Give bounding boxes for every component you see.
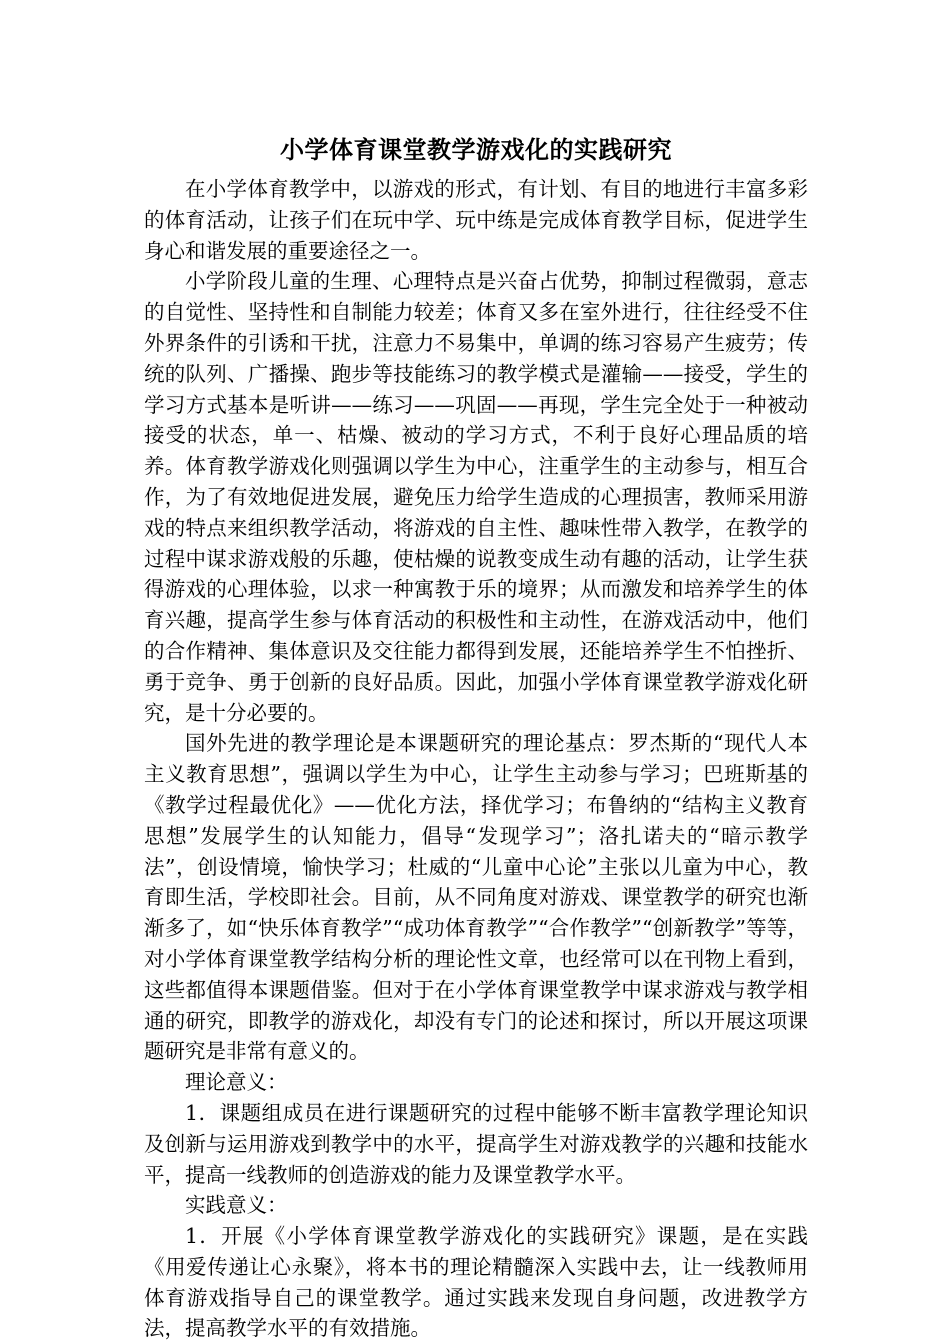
theory-significance-item: 1．课题组成员在进行课题研究的过程中能够不断丰富教学理论知识及创新与运用游戏到教学中的水平，提高学生对游戏教学的兴趣和技能水平，提高一线教师的创造游戏的能力及课堂教学水平。 (144, 1100, 808, 1187)
background-paragraph: 小学阶段儿童的生理、心理特点是兴奋占优势，抑制过程微弱，意志的自觉性、坚持性和自制能力较差；体育又多在室外进行，往往经受不住外界条件的引诱和干扰，注意力不易集中，单调的练习容易产生疲劳；传统的队列、广播操、跑步等技能练习的教学模式是灌输——接受，学生的学习方式基本是听讲——练习——巩固——再现，学生完全处于一种被动接受的状态，单一、枯燥、被动的学习方式，不利于良好心理品质的培养。体育教学游戏化则强调以学生为中心，注重学生的主动参与，相互合作，为了有效地促进发展，避免压力给学生造成的心理损害，教师采用游戏的特点来组织教学活动，将游戏的自主性、趣味性带入教学，在教学的过程中谋求游戏般的乐趣，使枯燥的说教变成生动有趣的活动，让学生获得游戏的心理体验，以求一种寓教于乐的境界；从而激发和培养学生的体育兴趣，提高学生参与体育活动的积极性和主动性，在游戏活动中，他们的合作精神、集体意识及交往能力都得到发展，还能培养学生不怕挫折、勇于竞争、勇于创新的良好品质。因此，加强小学体育课堂教学游戏化研究，是十分必要的。 (144, 269, 808, 725)
intro-paragraph: 在小学体育教学中，以游戏的形式，有计划、有目的地进行丰富多彩的体育活动，让孩子们在玩中学、玩中练是完成体育教学目标，促进学生身心和谐发展的重要途径之一。 (144, 177, 808, 263)
document-page (144, 130, 808, 1344)
practice-significance-item: 1．开展《小学体育课堂教学游戏化的实践研究》课题，是在实践《用爱传递让心永聚》，将本书的理论精髓深入实践中去，让一线教师用体育游戏指导自己的课堂教学。通过实践来发现自身问题，改进教学方法，提高教学水平的有效措施。 (144, 1224, 808, 1341)
theory-basis-paragraph: 国外先进的教学理论是本课题研究的理论基点：罗杰斯的“现代人本主义教育思想”，强调以学生为中心，让学生主动参与学习；巴班斯基的《教学过程最优化》——优化方法，择优学习；布鲁纳的“结构主义教育思想”发展学生的认知能力，倡导“发现学习”；洛扎诺夫的“暗示教学法”，创设情境，愉快学习；杜威的“儿童中心论”主张以儿童为中心，教育即生活，学校即社会。目前，从不同角度对游戏、课堂教学的研究也渐渐多了，如“快乐体育教学”“成功体育教学”“合作教学”“创新教学”等等，对小学体育课堂教学结构分析的理论性文章，也经常可以在刊物上看到，这些都值得本课题借鉴。但对于在小学体育课堂教学中谋求游戏与教学相通的研究，即教学的游戏化，却没有专门的论述和探讨，所以开展这项课题研究是非常有意义的。 (144, 731, 808, 1064)
practice-significance-heading: 实践意义： (185, 1193, 288, 1218)
document-title: 小学体育课堂教学游戏化的实践研究 (280, 135, 672, 164)
theory-significance-heading: 理论意义： (185, 1070, 288, 1095)
